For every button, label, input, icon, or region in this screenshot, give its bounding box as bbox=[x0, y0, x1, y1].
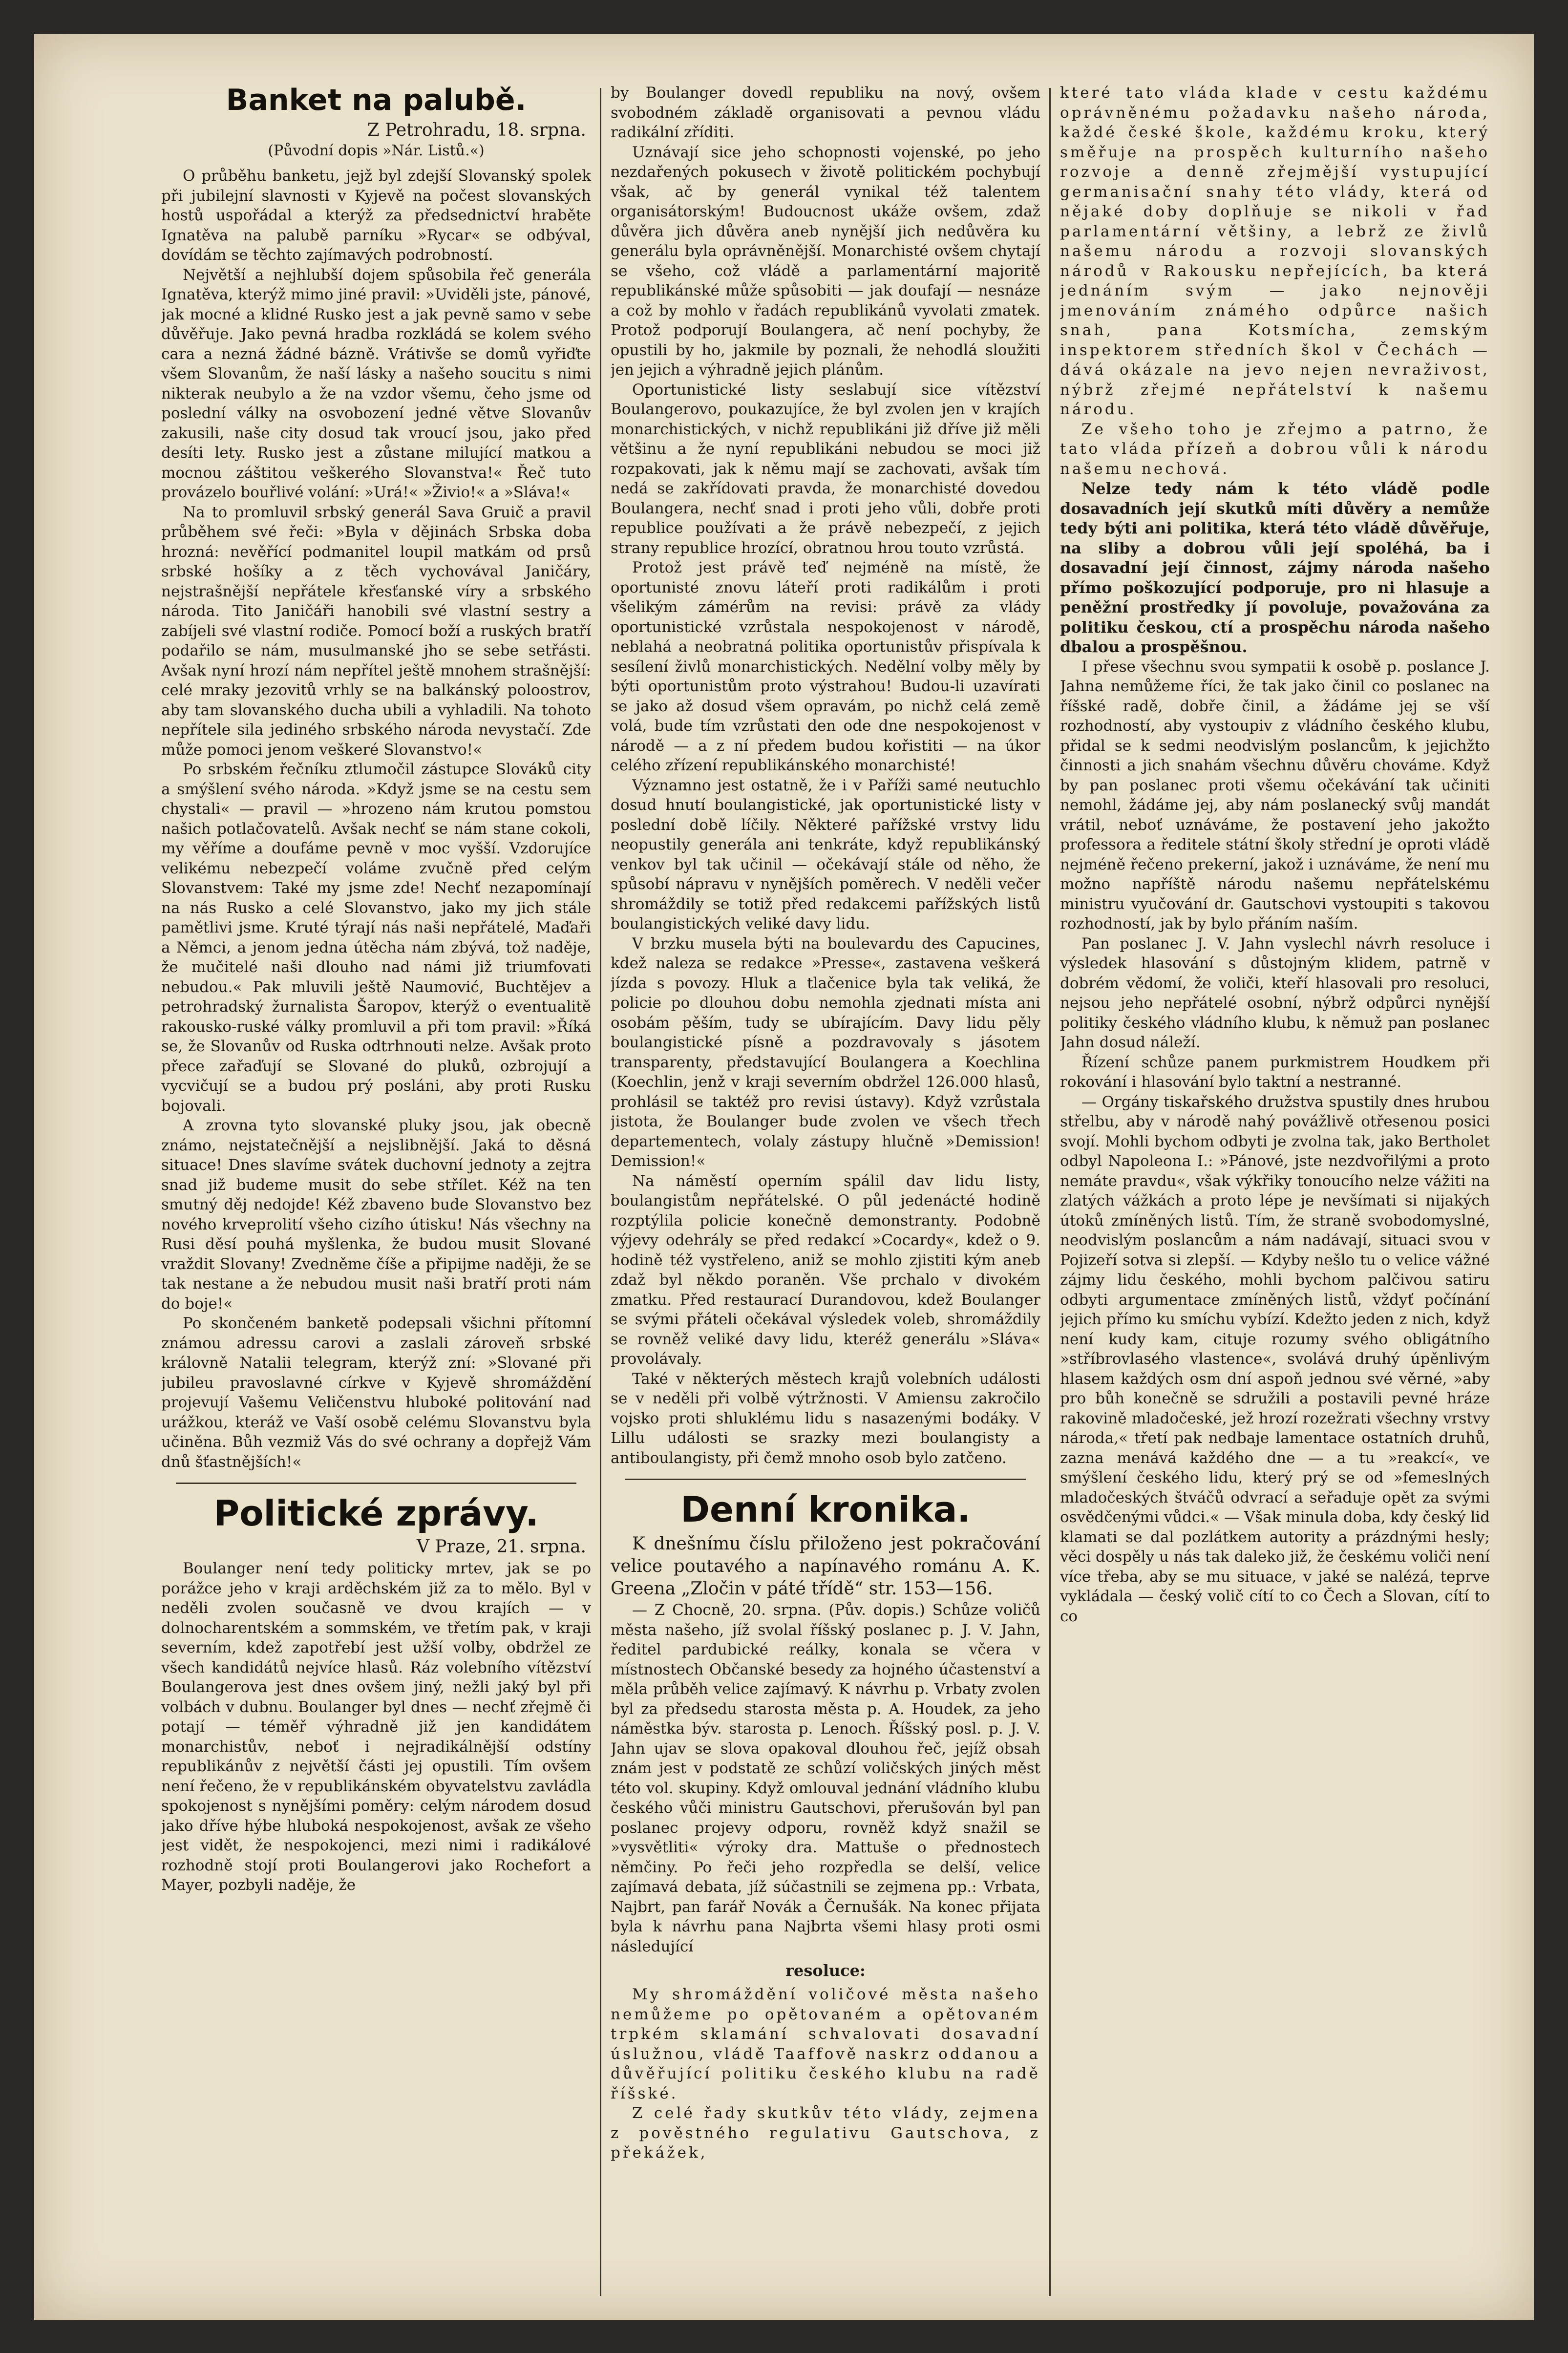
paragraph: by Boulanger dovedl republiku na nový, ovšem svobodném základě organisovati a pevnou vládu radikální zříditi. bbox=[611, 84, 1040, 141]
section-divider bbox=[625, 1479, 1026, 1480]
dateline: Z Petrohradu, 18. srpna. bbox=[367, 120, 586, 140]
resolution-text: My shromáždění voličové města našeho nemůžeme po opětovaném a opětovaném trpkém sklamání schvalovati dosavadní úslužnou, vládě Taaffově naskrz oddanou a důvěřující politiku českého klubu na radě říšské. bbox=[611, 1986, 1040, 2102]
resolution-text: Ze všeho toho je zřejmo a patrno, že tato vláda přízeň a dobrou vůli k národu našemu nechová. bbox=[1060, 420, 1490, 478]
paragraph: O průběhu banketu, jejž byl zdejší Slovanský spolek při jubilejní slavnosti v Kyjevě na počest slovanských hostů uspořádal a kterýž za předsednictví hraběte Ignatěva na palubě parníku »Rycar« se odbýval, dovídám se těchto zajímavých podrobností. bbox=[161, 167, 591, 264]
paragraph: Protož jest právě teď nejméně na místě, že oportunisté znovu láteří proti radikálům i proti všelikým zámérům na revisi: právě za vlády oportunistické vzrůstala nespokojenost v národě, neblahá a neobratná politika oportunistův přispívala k sesílení živlů monarchistických. Nedělní volby měly by býti oportunistům proto výstrahou! Budou-li uzavírati se jako až dosud všem opravám, po nichž celá země volá, bude tím vzrůstati den ode dne nespokojenost v národě — a z ní předem budou kořistiti — na úkor celého zřízení republikánského monarchisté! bbox=[611, 559, 1040, 774]
column-1 bbox=[161, 83, 591, 2301]
paragraph: Také v některých městech krajů volebních události se v neděli při volbě výtržnosti. V Amiensu zakročilo vojsko proti shluklému lidu s nasazenými bodáky. V Lillu události se srazky mezi boulangisty a antiboulangisty, při čemž mnoho osob bylo zatčeno. bbox=[611, 1370, 1040, 1467]
newspaper-page bbox=[34, 34, 1534, 2320]
resolution-text: I přese všechnu svou sympatii k osobě p. poslance J. Jahna nemůžeme říci, že tak jako činil co poslanec na říšské radě, dobře činil, a žádáme jej se vší rozhodností, aby vystoupiv z vládního českého klubu, přidal se k sedmi neodvislým poslancům, k jejichžto činnosti a jich snahám všechnu důvěru chováme. Když by pan poslanec proti všemu očekávání tak učiniti nemohl, žádáme jej, aby nám poslanecký svůj mandát vrátil, neboť uznáváme, že postavení jeho jakožto professora a ředitele státní školy střední je oproti vládě nejméně řečeno prekerní, jakož i uznáváme, že není mu možno napříště národu našemu nepřátelskému ministru vyučování dr. Gautschovi vystoupiti s takovou rozhodností, jak by bylo přáním naším. bbox=[1060, 657, 1490, 933]
paragraph: Pan poslanec J. V. Jahn vyslechl návrh resoluce i výsledek hlasování s důstojným klidem, patrně v dobrém vědomí, že voliči, kteří hlasovali pro resoluci, nejsou jeho nepřátelé osobní, nýbrž odpůrci nynější politiky českého vládního klubu, k němuž pan poslanec Jahn dosud náleží. bbox=[1060, 934, 1490, 1051]
paragraph: Po skončeném banketě podepsali všichni přítomní známou adressu carovi a zaslali zároveň srbské královně Natalii telegram, kterýž zní: »Slované při jubileu pravoslavné církve v Kyjevě shromáždění projevují Vašemu Veličenstvu hluboké politování nad urážkou, kteráž ve Vaší osobě celému Slovanstvu byla učiněna. Bůh vezmiž Vás do své ochrany a dopřejž Vám dnů šťastnějších!« bbox=[161, 1314, 591, 1471]
paragraph: Na náměstí operním spálil dav lidu listy, boulangistům nepřátelské. O půl jedenácté hodině rozptýlila policie konečně demonstranty. Podobně výjevy odehrály se před redakcí »Cocardy«, kdež o 9. hodině též vystřeleno, aniž se mohlo zjistiti kým aneb zdaž byl někdo poraněn. Vše prchalo v divokém zmatku. Před restaurací Durandovou, kdež Boulanger se svými přáteli očekával výsledek voleb, shromáždily se rovněž veliké davy lidu, kteréž generálu »Sláva« provolávaly. bbox=[611, 1172, 1040, 1368]
paragraph: — Orgány tiskařského družstva spustily dnes hrubou střelbu, aby v národě nahý povážlivě otřesenou posici svojí. Mohli bychom odbyti je zvolna tak, jako Bertholet odbyl Napoleona I.: »Pánové, jste nezdvořilými a proto nemáte pravdu«, však výkřiky tonoucího nelze vážiti na zlatých vážkách a proto lépe je nevšímati si nijakých útoků zmíněných listů. Tím, že straně svobodomyslné, neodvislým poslancům a nám nadávají, situaci svou v Pojizeří sotva si zlepší. — Kdyby nešlo tu o velice vážné zájmy lidu českého, mohli bychom palčivou satiru odbyti argumentace zmíněných listů, vždyť počínání jejich přímo ku smíchu vybízí. Kdežto jeden z nich, když není kudy kam, cituje rozumy svého obligátního »stříbrovlasého vlastence«, svolává druhý úpěnlivým hlasem každých osm dní aspoň jednou své věrné, »aby pro bůh konečně se sdružili a postavili pevné hráze rakovině mladočeské, jež hrozí rozežrati všechny vrstvy národa,« třetí pak nedbaje lamentace ostatních druhů, zazna menává každého dne — a tu »reakcí«, ve smýšlení českého lidu, který prý se od »femeslných mladočeských štváčů odvrací a seřaduje opět za svými osvědčenými vůdci.« — Však minula doba, kdy český lid klamati se dal pozlátkem autority a prázdnými hesly; věci dospěly u nás tak daleko již, že českému voliči není více třeba, aby se mu situace, v jaké se nalézá, teprve vykládala — český volič cítí to co Čech a Slovan, cítí to co bbox=[1060, 1093, 1490, 1625]
paragraph: — Z Chocně, 20. srpna. (Pův. dopis.) Schůze voličů města našeho, jíž svolal říšský poslanec p. J. V. Jahn, ředitel pardubické reálky, konala se včera v místnostech Občanské besedy za hojného účastenství a měla průběh velice zajímavý. K návrhu p. Vrbaty zvolen byl za předsedu starosta města p. A. Houdek, za jeho náměstka býv. starosta p. Lenoch. Říšský posl. p. J. V. Jahn ujav se slova opakoval dlouhou řeč, jejíž obsah znám jest v podstatě ze schůzí voličských jiných měst této vol. skupiny. Když omlouval jednání vládního klubu českého vůči ministru Gautschovi, přerušován byl pan poslanec projevy odporu, rovněž když snažil se »vysvětliti« výroky dra. Mattuše o přednostech němčiny. Po řeči jeho rozpředla se delší, velice zajímavá debata, jíž súčastnili se zejmena pp.: Vrbata, Najbrt, pan farář Novák a Černušák. Na konec přijata byla k návrhu pana Najbrta všemi hlasy proti osmi následující bbox=[611, 1601, 1040, 1955]
lead-paragraph: K dnešnímu číslu přiloženo jest pokračování velice poutavého a napínavého románu A. K. Greena „Zločin v páté třídě“ str. 153—156. bbox=[611, 1534, 1040, 1599]
source-note: (Původní dopis »Nár. Listů.«) bbox=[268, 142, 485, 159]
resoluce-title: resoluce: bbox=[785, 1961, 866, 1980]
column-rule bbox=[1049, 88, 1051, 2296]
paragraph: Po srbském řečníku ztlumočil zástupce Slováků city a smýšlení svého národa. »Když jsme se na cestu sem chystali« — pravil — »hrozeno nám krutou pomstou našich potlačovatelů. Avšak nechť se nám stane cokoli, my věříme a doufáme pevně v moc vyšší. Vzdorujíce velikému nebezpečí voláme zvučně před celým Slovanstvem: Také my jsme zde! Nechť nezapomínají na nás Rusko a celé Slovanstvo, jako my jich stále pamětlivi jsme. Kruté týrají nás naši nepřátelé, Maďaři a Němci, a jenom jedna útěcha nám zbývá, tož naděje, že mučitelé naši dlouho nad námi již triumfovati nebudou.« Pak mluvili ještě Naumović, Buchtějev a petrohradský žurnalista Šaropov, kterýž o eventualitě rakousko-ruské války promluvil a při tom pravil: »Říká se, že Slovanův od Ruska odtrhnouti nelze. Avšak proto přece zařaďují se Slované do pluků, ozbrojují a vycvičují se a budou prý posláni, aby proti Rusku bojovali. bbox=[161, 761, 591, 1115]
column-rule bbox=[600, 88, 601, 2296]
article-title-politicke: Politické zprávy. bbox=[213, 1493, 539, 1534]
section-divider bbox=[176, 1483, 576, 1484]
paragraph: Řízení schůze panem purkmistrem Houdkem při rokování i hlasování bylo taktní a nestranné. bbox=[1060, 1053, 1490, 1091]
paragraph: Významno jest ostatně, že i v Paříži samé neutuchlo dosud hnutí boulangistické, jak oportunistické listy v poslední době líčily. Některé pařížské vrstvy lidu neopustily generála ani tenkráte, když republikánský venkov byl tak učinil — očekávají stále od něho, že spůsobí nápravu v nynějších poměrech. V neděli večer shromáždily se totiž před redakcemi pařížských listů boulangistických veliké davy lidu. bbox=[611, 776, 1040, 933]
column-2 bbox=[611, 83, 1040, 2301]
resolution-text: které tato vláda klade v cestu každému oprávněnému požadavku našeho národa, každé české škole, každému kroku, který směřuje na prospěch kulturního našeho rozvoje a denně zřejmější vystupující germanisační snahy této vlády, která od nějaké doby doplňuje se nikoli v řad parlamentární většiny, a lebrž ze živlů našemu národu a rozvoji slovanských národů v Rakousku nepřejících, ba která jednáním svým — jako nejnověji jmenováním známého odpůrce našich snah, pana Kotsmícha, zemským inspektorem středních škol v Čechách — dává okázale na jevo nejen nevraživost, nýbrž zřejmé nepřátelství k našemu národu. bbox=[1060, 84, 1490, 418]
article-title-banket: Banket na palubě. bbox=[226, 83, 527, 117]
resolution-bold-text: Nelze tedy nám k této vládě podle dosavadních její skutků míti důvěry a nemůže tedy býti ani politika, která této vládě důvěřuje, na sliby a dobrou vůli její spoléhá, ba i dosavadní její činnost, zájmy národa našeho přímo poškozující podporuje, pro ni hlasuje a peněžní prostředky jí povoluje, považována za politiku českou, ctí a prospěchu národa našeho dbalou a prospěšnou. bbox=[1060, 479, 1490, 656]
resolution-text: Z celé řady skutkův této vlády, zejmena z pověstného regulativu Gautschova, z překážek, bbox=[611, 2104, 1040, 2162]
paragraph: Největší a nejhlubší dojem spůsobila řeč generála Ignatěva, kterýž mimo jiné pravil: »Uviděli jste, pánové, jak mocné a klidné Rusko jest a jak pevně samo v sebe důvěřuje. Jako pevná hradba rozkládá se kolem svého cara a nezná žádné bázně. Vrátivše se domů vyřiďte všem Slovanům, že naší lásky a našeho soucitu s nimi nikterak neubylo a že na vzdor všemu, čeho jsme od poslední války na osvobození jedné větve Slovanův zakusili, naše city dosud tak vroucí jsou, jako před desíti lety. Rusko jest a zůstane milující matkou a mocnou záštitou veškerého Slovanstva!« Řeč tuto provázelo bouřlivé volání: »Urá!« »Živio!« a »Sláva!« bbox=[161, 266, 591, 501]
dateline: V Praze, 21. srpna. bbox=[416, 1537, 586, 1557]
paragraph: Na to promluvil srbský generál Sava Gruič a pravil průběhem své řeči: »Byla v dějinách Srbska doba hrozná: nevěřící podmanitel loupil matkám od prsů srbské hošíky a z těch vychovával Janičáry, nejstrašnější nepřátele křesťanské víry a srbského národa. Tito Janičáři hanobili své vlastní sestry a zabíjeli své vlastní rodiče. Pomocí boží a ruských bratří podařilo se nám, musulmanské jho se sebe setřásti. Avšak nyní hrozí nám nepřítel ještě mnohem strašnější: celé mraky jezovitů vrhly se na balkánský poloostrov, aby tam slovanského ducha ubili a vyhladili. Na tohoto nepřítele sila jediného srbského národa nevystačí. Zde může pomoci jenom veškeré Slovanstvo!« bbox=[161, 503, 591, 759]
paragraph: Uznávají sice jeho schopnosti vojenské, po jeho nezdařených pokusech v životě politickém pochybují však, ač by generál vynikal též talentem organisátorským! Budoucnost ukáže ovšem, zdaž důvěra jich důvěra aneb nynější jich nedůvěra ku generálu byla oprávněnější. Monarchisté ovšem chytají se všeho, což vládě a parlamentární majoritě republikánské může spůsobiti — jak doufají — nesnáze a což by mohlo v řadách republikánů vyvolati zmatek. Protož podporují Boulangera, ač není pochyby, že opustili by ho, jakmile by poznali, že nehodlá sloužiti jen jejich a výhradně jejich plánům. bbox=[611, 143, 1040, 379]
paragraph: Boulanger není tedy politicky mrtev, jak se po porážce jeho v kraji arděchském již za to mělo. Byl v neděli zvolen současně ve dvou krajích — v dolnocharentském a sommském, ve třetím pak, v kraji severním, kdež zapotřebí jest užší volby, obdržel ze všech kandidátů nejvíce hlasů. Ráz volebního vítězství Boulangerova jest dnes ovšem jiný, nežli jaký byl při volbách v dubnu. Boulanger byl dnes — nechť zřejmě či potají — téměř výhradně již jen kandidátem monarchistův, neboť i nejradikálnější odstíny republikánův z největší části jej opustili. Tím ovšem není řečeno, že v republikánském obyvatelstvu zavládla spokojenost s nynějšími poměry: celým národem dosud jako dříve hýbe hluboká nespokojenost, avšak ze všeho jest vidět, že nespokojenci, mezi nimi i radikálové rozhodně stojí proti Boulangerovi jako Rochefort a Mayer, pozbyli naděje, že bbox=[161, 1560, 591, 1894]
paragraph: A zrovna tyto slovanské pluky jsou, jak obecně známo, nejstatečnější a nejslibnější. Jaká to děsná situace! Dnes slavíme svátek duchovní jednoty a zejtra snad již budeme musit do sebe střílet. Kéž na ten smutný děj nedojde! Kéž zbaveno bude Slovanstvo bez nového krveprolití všeho cizího útisku! Nás všechny na Rusi děsí pouhá myšlenka, že budou musit Slované vraždit Slovany! Zvedněme číše a připijme naději, že se tak nestane a že nebudou musit naši bratří proti nám do boje!« bbox=[161, 1117, 591, 1313]
paragraph: V brzku musela býti na boulevardu des Capucines, kdež naleza se redakce »Presse«, zastavena veškerá jízda s povozy. Hluk a tlačenice byla tak veliká, že policie po dlouhou dobu nemohla zjednati místa ani osobám pěším, tudy se ubírajícím. Davy lidu pěly boulangistické písně a pozdravovaly s jásotem transparenty, představující Boulangera a Koechlina (Koechlin, jenž v kraji severním obdržel 126.000 hlasů, prohlásil se taktéž pro revisi ústavy). Když vzrůstala jistota, že Boulanger bude zvolen ve všech třech departementech, volaly zástupy hlučně »Demission! Demission!« bbox=[611, 934, 1040, 1170]
paragraph: Oportunistické listy seslabují sice vítězství Boulangerovo, poukazujíce, že byl zvolen jen v krajích monarchistických, v nichž republikáni již dříve již měli většinu a že nyní republikáni nebudou se moci již rozpakovati, jak k němu mají se zachovati, avšak tím nedá se zakřídovati pravda, že monarchisté dovedou Boulangera, nechť snad i proti jeho vůli, dobře proti republice používati a že právě nebezpečí, z jejich strany republice hrozící, obratnou hrou touto vzrůstá. bbox=[611, 381, 1040, 557]
article-title-kronika: Denní kronika. bbox=[680, 1489, 971, 1530]
column-3 bbox=[1060, 83, 1490, 2301]
